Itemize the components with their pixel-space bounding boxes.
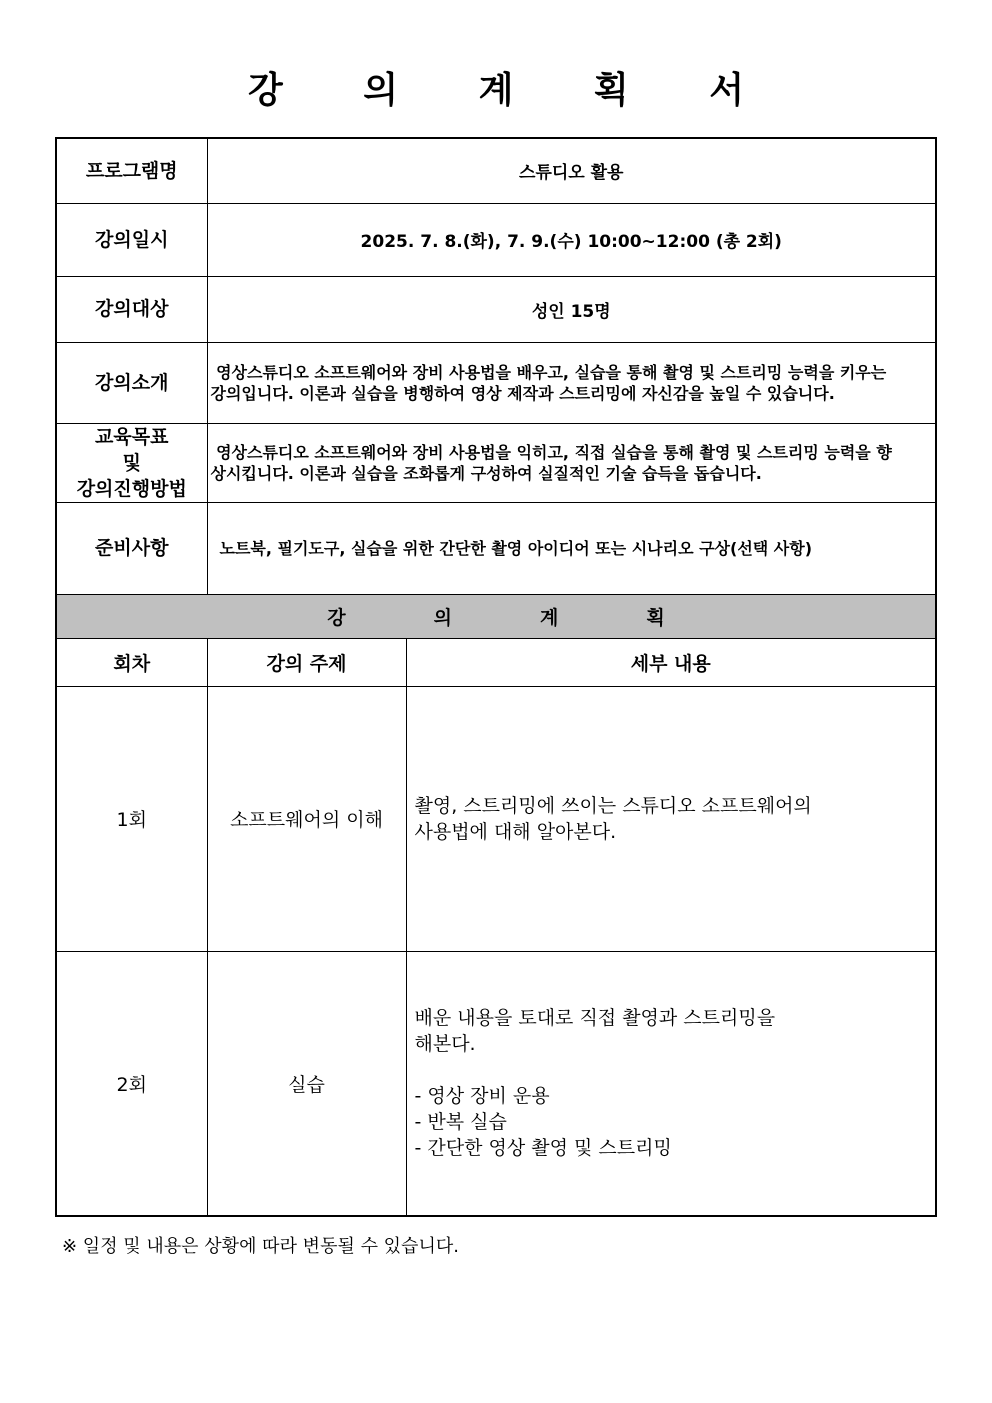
session-topic: 실습 <box>207 951 406 1216</box>
date-row <box>56 203 936 276</box>
plan-section-row <box>56 594 936 638</box>
session-detail <box>406 686 936 951</box>
footnote: ※ 일정 및 내용은 상황에 따라 변동될 수 있습니다. <box>62 1236 459 1257</box>
section-char: 획 <box>646 606 665 629</box>
program-row <box>56 138 936 203</box>
plan-header-row <box>56 638 936 686</box>
table-row <box>56 686 936 951</box>
target-label: 강의대상 <box>56 276 207 342</box>
program-value: 스튜디오 활용 <box>207 138 936 203</box>
intro-row <box>56 342 936 423</box>
lecture-plan-table <box>55 137 937 1217</box>
detail-line <box>415 1057 928 1083</box>
session-detail <box>406 951 936 1216</box>
target-value: 성인 15명 <box>207 276 936 342</box>
intro-label: 강의소개 <box>56 342 207 423</box>
detail-line: 해본다. <box>414 1033 476 1056</box>
detail-line: 배운 내용을 토대로 직접 촬영과 스트리밍을 <box>414 1007 776 1030</box>
section-char: 의 <box>433 606 452 629</box>
goal-label-line-1: 교육목표 <box>95 425 169 448</box>
prep-row <box>56 502 936 594</box>
goal-value: 영상스튜디오 소프트웨어와 장비 사용법을 익히고, 직접 실습을 통해 촬영 및 스트리밍 능력을 향상시킵니다. 이론과 실습을 조화롭게 구성하여 실질적인 기술 습득을 돕습니다. <box>207 423 936 502</box>
detail-line: - 영상 장비 운용 <box>414 1085 550 1108</box>
intro-value: 영상스튜디오 소프트웨어와 장비 사용법을 배우고, 실습을 통해 촬영 및 스트리밍 능력을 키우는 강의입니다. 이론과 실습을 병행하여 영상 제작과 스트리밍에 자신감을 높일 수 있습니다. <box>207 342 936 423</box>
document-title: 강 의 계 획 서 <box>247 69 778 111</box>
prep-label: 준비사항 <box>56 502 207 594</box>
session-number: 1회 <box>56 686 207 951</box>
table-row <box>56 951 936 1216</box>
detail-line: 촬영, 스트리밍에 쓰이는 스튜디오 소프트웨어의 <box>414 794 812 817</box>
goal-row <box>56 423 936 502</box>
detail-line: - 간단한 영상 촬영 및 스트리밍 <box>414 1137 672 1160</box>
prep-value: 노트북, 필기도구, 실습을 위한 간단한 촬영 아이디어 또는 시나리오 구상(선택 사항) <box>207 502 936 594</box>
session-header: 회차 <box>56 638 207 686</box>
goal-label-line-3: 강의진행방법 <box>76 477 187 500</box>
topic-header: 강의 주제 <box>207 638 406 686</box>
plan-section-heading <box>56 594 936 638</box>
section-char: 강 <box>327 606 346 629</box>
date-value: 2025. 7. 8.(화), 7. 9.(수) 10:00~12:00 (총 2회) <box>207 203 936 276</box>
program-label: 프로그램명 <box>56 138 207 203</box>
goal-label-line-2: 및 <box>122 451 141 474</box>
detail-line: 사용법에 대해 알아본다. <box>414 820 617 843</box>
detail-header: 세부 내용 <box>406 638 936 686</box>
session-number: 2회 <box>56 951 207 1216</box>
section-char: 계 <box>540 606 559 629</box>
detail-line: - 반복 실습 <box>414 1111 507 1134</box>
goal-label <box>56 423 207 502</box>
session-topic: 소프트웨어의 이해 <box>207 686 406 951</box>
date-label: 강의일시 <box>56 203 207 276</box>
target-row <box>56 276 936 342</box>
